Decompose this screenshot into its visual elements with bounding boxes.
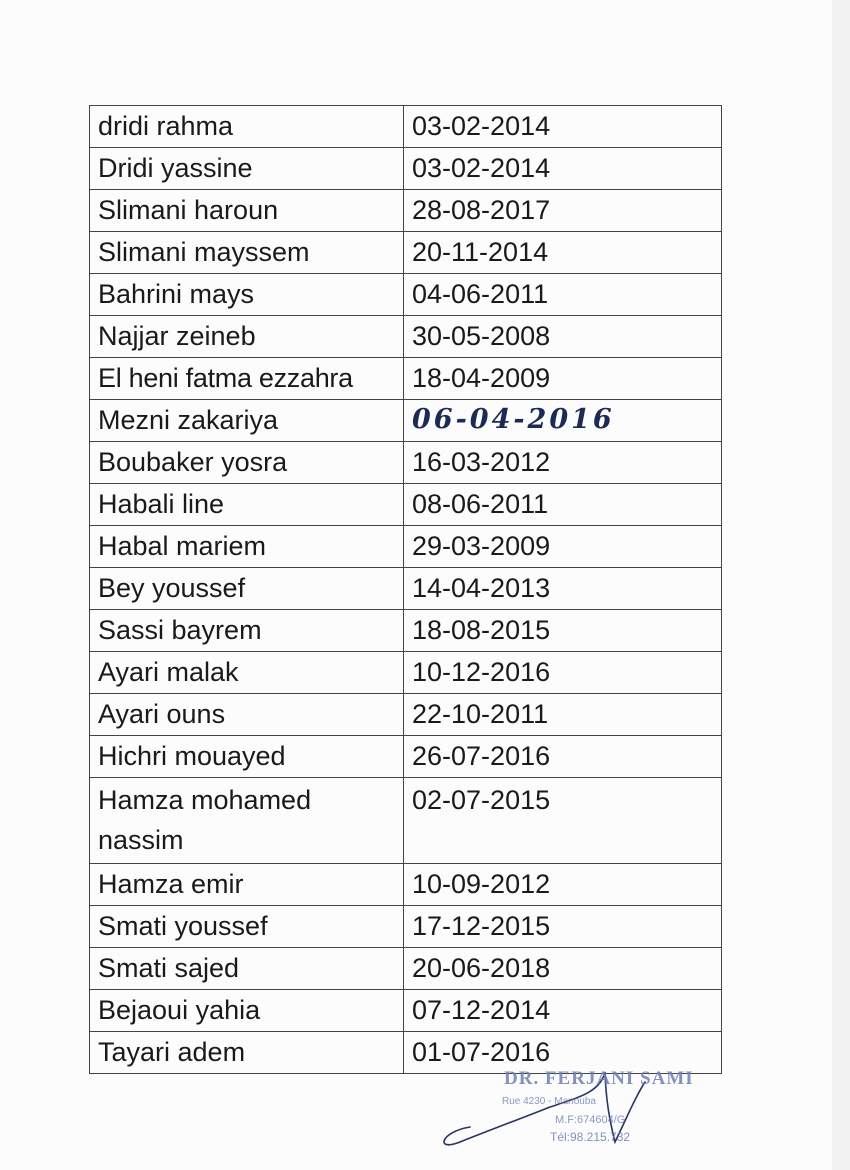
birth-date: 18-08-2015 xyxy=(404,610,722,652)
birth-date: 02-07-2015 xyxy=(404,778,722,864)
child-name: Hichri mouayed xyxy=(90,736,404,778)
birth-date: 16-03-2012 xyxy=(404,442,722,484)
child-name: Habal mariem xyxy=(90,526,404,568)
table-row xyxy=(90,442,722,484)
table-row xyxy=(90,400,722,442)
birth-date: 29-03-2009 xyxy=(404,526,722,568)
child-name: Tayari adem xyxy=(90,1032,404,1074)
birth-date: 20-06-2018 xyxy=(404,948,722,990)
child-name: Smati sajed xyxy=(90,948,404,990)
table-row xyxy=(90,106,722,148)
birth-date: 04-06-2011 xyxy=(404,274,722,316)
birth-date: 10-09-2012 xyxy=(404,864,722,906)
children-table xyxy=(89,105,722,1074)
table-row xyxy=(90,190,722,232)
birth-date: 08-06-2011 xyxy=(404,484,722,526)
birth-date: 10-12-2016 xyxy=(404,652,722,694)
child-name: Ayari ouns xyxy=(90,694,404,736)
child-name: Slimani mayssem xyxy=(90,232,404,274)
table-row xyxy=(90,148,722,190)
birth-date: 30-05-2008 xyxy=(404,316,722,358)
child-name: Habali line xyxy=(90,484,404,526)
birth-date: 07-12-2014 xyxy=(404,990,722,1032)
child-name: Hamza emir xyxy=(90,864,404,906)
child-name: Bejaoui yahia xyxy=(90,990,404,1032)
child-name: El heni fatma ezzahra xyxy=(90,358,404,400)
table-row xyxy=(90,990,722,1032)
child-name: Boubaker yosra xyxy=(90,442,404,484)
birth-date: 14-04-2013 xyxy=(404,568,722,610)
birth-date: 20-11-2014 xyxy=(404,232,722,274)
table-row xyxy=(90,232,722,274)
handwritten-birth-date: 06-04-2016 xyxy=(404,400,722,442)
child-name: Najjar zeineb xyxy=(90,316,404,358)
birth-date: 28-08-2017 xyxy=(404,190,722,232)
doctor-stamp xyxy=(500,1068,700,1158)
table-row xyxy=(90,778,722,864)
stamp-phone: Tél:98.215.732 xyxy=(550,1130,631,1144)
page-edge xyxy=(832,0,850,1170)
stamp-address: Rue 4230 - Manouba xyxy=(502,1096,596,1107)
table-row xyxy=(90,736,722,778)
child-name: Ayari malak xyxy=(90,652,404,694)
birth-date: 03-02-2014 xyxy=(404,106,722,148)
birth-date: 22-10-2011 xyxy=(404,694,722,736)
child-name: Slimani haroun xyxy=(90,190,404,232)
child-name: Smati youssef xyxy=(90,906,404,948)
table-row xyxy=(90,568,722,610)
birth-date: 26-07-2016 xyxy=(404,736,722,778)
child-name: Hamza mohamed nassim xyxy=(90,778,404,864)
birth-date: 01-07-2016 xyxy=(404,1032,722,1074)
table-row xyxy=(90,864,722,906)
child-name: Mezni zakariya xyxy=(90,400,404,442)
table-row xyxy=(90,316,722,358)
table-row xyxy=(90,274,722,316)
child-name: Bey youssef xyxy=(90,568,404,610)
table-row xyxy=(90,526,722,568)
table-row xyxy=(90,948,722,990)
birth-date: 03-02-2014 xyxy=(404,148,722,190)
stamp-tax-id: M.F:674604/G xyxy=(555,1114,626,1126)
child-name: Bahrini mays xyxy=(90,274,404,316)
table-row xyxy=(90,484,722,526)
table-row xyxy=(90,906,722,948)
child-name: Dridi yassine xyxy=(90,148,404,190)
table-row xyxy=(90,652,722,694)
stamp-doctor-name: DR. FERJANI SAMI xyxy=(504,1068,694,1089)
table-row xyxy=(90,610,722,652)
child-name: Sassi bayrem xyxy=(90,610,404,652)
birth-date: 18-04-2009 xyxy=(404,358,722,400)
child-name: dridi rahma xyxy=(90,106,404,148)
table-row xyxy=(90,358,722,400)
birth-date: 17-12-2015 xyxy=(404,906,722,948)
table-row xyxy=(90,694,722,736)
